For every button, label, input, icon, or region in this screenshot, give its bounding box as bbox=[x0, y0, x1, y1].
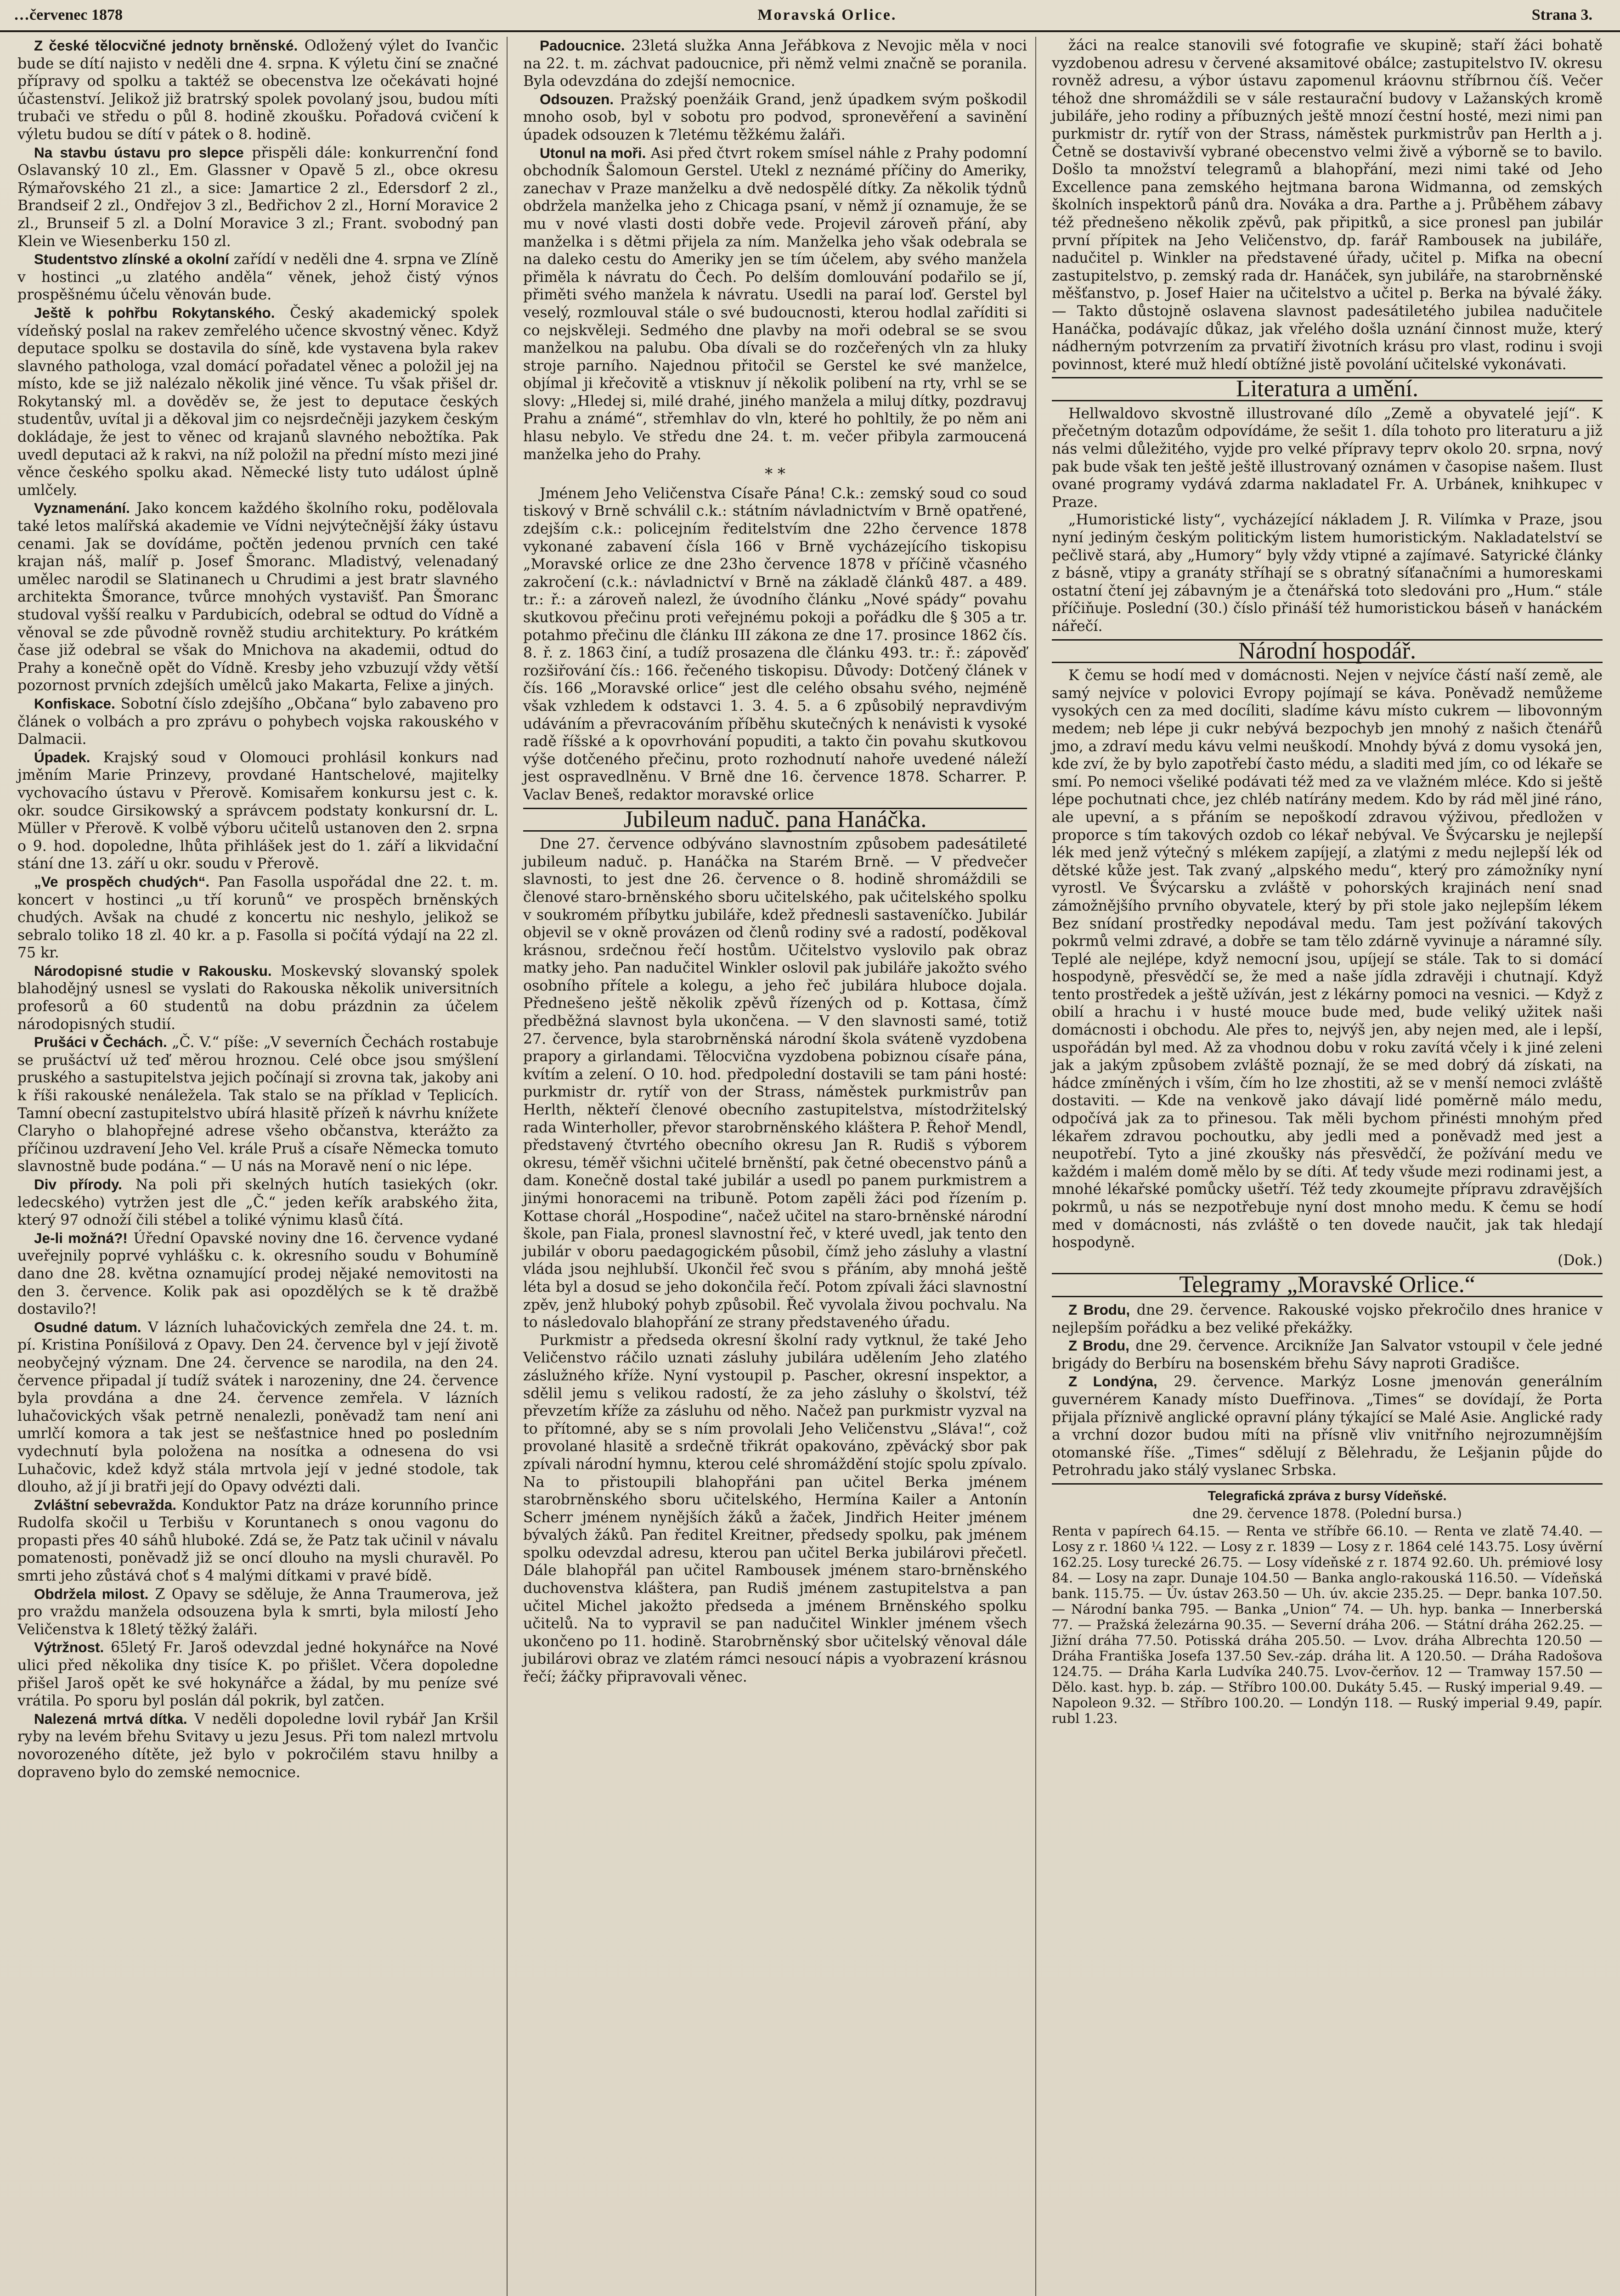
article-body: Pan Fasolla uspořádal dne 22. t. m. koncert v hostinci „u tří korunů“ ve prospěch brněnských chudých. Avšak na chudé z koncertu nic neshylo, jelikož se sebralo toliko 18 zl. 40 kr. a p. Fasolla si počítá výdají na 22 zl. 75 kr. bbox=[17, 873, 499, 962]
article-body: Asi před čtvrt rokem smísel náhle z Prahy podomní obchodník Šalomoun Gerstel. Utekl z neznámé příčiny do Ameriky, zanechav v Praze manželku a dvě nedospělé dítky. Za několik týdnů obdržela manželka jeho z Chicaga psaní, v němž jí oznamuje, že se mu v nové vlasti dosti dobře vede. Projevil zároveň přání, aby manželka i s dětmi přijela za ním. Manželka jeho však odebrala se na daleko cestu do Ameriky jen se tím účelem, aby svého manžela přiměla k návratu do Čech. Po delším domlouvání podařilo se jí, přiměti svého manžela k návratu. Usedli na paraí loď. Gerstel byl veselý, rozmlouval stále o své budoucnosti, kterou hodlal zaříditi si co nejskvěleji. Sedmého dne plavby na moři odebral se se svou manželkou na palubu. Oba dívali se do rozčeřených vln za hluky stroje parního. Najednou přitočil se Gerstel ke své manželce, objímal ji křečovitě a vtisknuv jí několik polibení na rty, vrhl se se slovy: „Hledej si, milé drahé, jiného manžela a miluj dítky, pozdravuj Prahu a známé“, střemhlav do vln, které ho pohltily, že po něm ani hlasu nebylo. Ve středu dne 24. t. m. večer přibyla zarmoucená manželka jeho do Prahy. bbox=[523, 145, 1027, 463]
article-p11 bbox=[17, 1033, 498, 1176]
article-p12 bbox=[17, 1176, 498, 1229]
article-p13 bbox=[17, 1229, 498, 1318]
article-body: Pražský poenžáik Grand, jenž úpadkem svým poškodil mnoho osob, byl v sobotu pro podvod, spronevěření a savinění úpadek odsouzen k 7letému těžkému žaláři. bbox=[523, 91, 1027, 143]
bourse-rule bbox=[1052, 1483, 1603, 1485]
article-r1: žáci na realce stanovili své fotografie ve skupině; staří žáci bohatě vyzdobenou adresu v červené aksamitové obálce; zastupitelstvo IV. okresu rovněž adresu, a výbor ústavu zapomenul kráovnu stříbrnou číš. Večer téhož dne shromáždili se v sále restaurační budovy v Lažanských kromě jubiláře, jeho rodiny a příbuzných ještě mnozí čestní hosté, mezi nimi pan purkmistr dr. rytíř von der Strass, náměstek purkmistrův pan Herlth a j. Četně se dostavivší vybrané obecenstvo velmi živě a výborně se to bavilo. Došlo ta množství telegramů a blahopřání, mezi nimi také od Jeho Excellence pana zemského hejtmana barona Widmanna, od zemských školních inspektorů pánů dra. Nováka a dra. Parthe a j. Průběhem zábavy též přednešeno několik zpěvů, pak připitků, a sice pronesl pan jubilár první přípitek na Jeho Veličenstvo, dp. farář Rambousek na jubiláře, nadučitel p. Winkler na představené úřady, učitel p. Mifka na obecní zastupitelstvo, p. zemský rada dr. Hanáček, syn jubiláře, na starobrněnské měšťanstvo, p. Josef Haier na učitelstvo a učitel p. Berka na bývalé žáky. — Takto důstojně oslavena slavnost padesátiletého jubilea nadučitele Hanáčka, podávajíc důkaz, jak vřelého došla uznání činnost muže, který nádherným potvrzením za prvatiří životních krásu pro vlast, rodinu i svoji povinnost, které muž hledí obtížné jistě povolání učitelské vykonávati. bbox=[1052, 37, 1603, 373]
article-body: Moskevský slovanský spolek blahodějný usnesl se vyslati do Rakouska několik universitních profesorů a 60 studentů na dobu prázdnin za účelem národopisných studií. bbox=[17, 962, 498, 1033]
header-title: Moravská Orlice. bbox=[757, 6, 897, 23]
article-body: Odložený výlet do Ivančic bude se dítí najisto v neděli dne 4. srpna. K výletu činí se značné přípravy od spolku a taktéž se obecenstva lze očekávati hojné účastenství. Jelikož již bratrský spolek povolaný jsou, budou míti trubači ve středu o půl 8. hodině zkoušku. Pořadová cvičení k výletu budou se dítí v pátek o 8. hodině. bbox=[17, 38, 498, 143]
column-2 bbox=[515, 37, 1036, 2296]
article-body: „Č. V.“ píše: „V severních Čechách rostabuje se prušáctví už teď měrou hroznou. Celé obce jsou smýšlení pruského a sastupitelstva jejich počínají si zrovna tak, jakoby ani k říši rakouské nenáležela. Tak stalo se na příklad v Teplicích. Tamní obecní zastupitelstvo ubírá hlasitě přízeň k návrhu knížete Claryho o blahopřejné adrese všeho občanstva, kterážto za příčinou uzdravení Jeho Vel. krále Pruš a císaře Německa tomuto slavnostně bude podána.“ — U nás na Moravě není o nic lépe. bbox=[17, 1034, 499, 1175]
article-p8 bbox=[17, 748, 498, 873]
hospodar-title: Národní hospodář. bbox=[1052, 639, 1603, 664]
article-p17 bbox=[17, 1638, 498, 1710]
article-p3 bbox=[17, 144, 498, 251]
separator-stars: * * bbox=[765, 465, 785, 484]
article-body: Sobotní číslo zdejšího „Občana“ bylo zabaveno pro článek o volbách a pro zprávu o pohybech vojska rakouského v Dalmacii. bbox=[17, 695, 498, 748]
article-p14 bbox=[17, 1318, 498, 1496]
article-body: dne 29. července. Arcikníže Jan Salvator vstoupil v čele jedné brigády do Berbíru na bosenském břehu Sávy naproti Gradišce. bbox=[1052, 1338, 1603, 1372]
article-body: 29. července. Markýz Losne jmenován generálním guvernérem Kanady místo Duefřinova. „Times“ se dovídají, že Porta přijala příznivě anglické opravní plány týkající se Malé Asie. Anglické rady a vrchní dozor budou míti na přísně vliv vnitřního nejrozumnějším otomanské říše. „Times“ sdělují z Bělehradu, že Lešjanin půjde do Petrohradu jako stálý vyslanec Srbska. bbox=[1052, 1373, 1603, 1479]
article-p9 bbox=[17, 873, 498, 962]
article-q1 bbox=[523, 37, 1027, 90]
article-body: Z Opavy se sděluje, že Anna Traumerova, jež pro vraždu manžela odsouzena byla k smrti, byla milostí Jeho Veličenstva k 18letý těžký žaláři. bbox=[17, 1586, 498, 1638]
article-body: dne 29. července. Rakouské vojsko překročilo dnes hranice v nejlepším pořádku a bez veliké překážky. bbox=[1052, 1301, 1603, 1336]
article-p2 bbox=[17, 37, 498, 144]
bourse-report bbox=[1052, 1488, 1603, 1726]
article-q3 bbox=[523, 144, 1027, 464]
article-body: V neděli dopoledne lovil rybář Jan Kršil ryby na levém břehu Svitavy u jezu Jesus. Při tom nalezl mrtvolu novorozeného dítěte, jež bylo v pokročilém stavu hnilby a dopraveno bylo do zemské nemocnice. bbox=[17, 1711, 498, 1781]
article-body: přispěli dále: konkurrenční fond Oslavanský 10 zl., Em. Glassner v Opavě 5 zl., obce okresu Rýmařovského 21 zl., a sice: Jamartice 2 zl., Edersdorf 2 zl., Brandseif 2 zl., Ondřejov 3 zl., Bedřichov 2 zl., Horní Moravice 2 zl., Brunseif 5 zl. a Dolní Moravice 3 zl.; Frant. svobodný pan Klein ve Wiesenberku 150 zl. bbox=[17, 144, 498, 250]
article-lead: Nalezená mrtvá dítka. bbox=[34, 1710, 187, 1727]
running-head bbox=[0, 0, 1620, 32]
article-lead: Je-li možná?! bbox=[34, 1229, 128, 1246]
article-p10 bbox=[17, 962, 498, 1033]
article-lead: „Ve prospěch chudých“. bbox=[34, 873, 210, 890]
article-lead: Odsouzen. bbox=[540, 90, 614, 107]
literatura-title: Literatura a umění. bbox=[1052, 377, 1603, 401]
article-lead: Zvláštní sebevražda. bbox=[34, 1496, 177, 1513]
bourse-line: Renta v papírech 64.15. — Renta ve stříbře 66.10. — Renta ve zlatě 74.40. — Losy z r. 1860 ¼ 122. — Losy z r. 1839 — Losy z r. 1864 celé 143.75. Losy úvěrní 162.25. Losy turecké 26.75. — Losy vídeňské z r. 1874 92.60. Uh. prémiové losy 84. — Losy na zapr. Dunaje 104.50 — Banka anglo-rakouská 116.50. — Vídeňská bank. 115.75. — Úv. ústav 263.50 — Uh. úv. akcie 235.25. — Depr. banka 107.50. — Národní banka 795. — Banka „Union“ 74. — Uh. hyp. banka — Innerberská 77. — Pražská železárna 90.35. — Severní dráha 206. — Státní dráha 262.25. — Jižní dráha 77.50. Potisská dráha 205.50. — Lvov. dráha Albrechta 120.50 — Dráha Františka Josefa 137.50 Sev.-záp. dráha lit. A 120.50. — Dráha Radošova 124.75. — Dráha Karla Ludvíka 240.75. Lvov-čerňov. 12 — Tramway 157.50 — Dělo. kast. hyp. b. záp. — Stříbro 100.00. Dukáty 5.45. — Ruský imperial 9.49. — Napoleon 9.32. — Stříbro 100.20. — Londýn 118. — Ruský imperial 9.49, papír. rubl 1.23. bbox=[1052, 1523, 1603, 1726]
article-lead: Národopisné studie v Rakousku. bbox=[34, 962, 272, 979]
article-body: Na poli při skelných hutích tasiekých (okr. ledecského) vytržen jest dle „Č.“ jeden keřík arabského žita, který 97 odnoží čili stébel a toliké výnimu klasů čítá. bbox=[17, 1176, 499, 1229]
article-p15 bbox=[17, 1496, 498, 1585]
article-lead: Vyznamenání. bbox=[34, 500, 130, 517]
article-lead: Výtržnost. bbox=[34, 1639, 104, 1656]
article-lead: Z Brodu, bbox=[1068, 1301, 1130, 1318]
article-lead: Studentstvo zlínské a okolní bbox=[34, 251, 229, 268]
article-body: Krajský soud v Olomouci prohlásil konkurs nad jměním Marie Prinzevy, provdané Hantschelové, majitelky vychovacího ústavu v Přerově. Komisařem konkursu jest c. k. okr. soudce Girsikowský a správcem podstaty konkursní dr. L. Müller v Přerově. K volbě výboru učitelů ustanoven den 2. srpna o 9. hod. dopoledne, lhůta přihlášek jest do 1. září a likvidační stání dne 13. září u okr. soudu v Přerově. bbox=[17, 749, 499, 872]
article-q2 bbox=[523, 90, 1027, 144]
literatura-paragraph: „Humoristické listy“, vycházející nákladem J. R. Vilímka v Praze, jsou nyní jediným českým politickým listem humoristickým. Nakladatelství se pečlivě stará, aby „Humory“ byly vždy vtipné a zajímavé. Satyrické články z básně, vtipy a granáty stříhají se s obratný síťanačními a humoreskami ostatní čtení jej zábavným je a čtenářská toto sledováni pro „Hum.“ stále příčiňuje. Poslední (30.) číslo přináší též humoristickou báseň v hanáckém nářečí. bbox=[1052, 512, 1603, 635]
article-p5 bbox=[17, 304, 498, 500]
columns bbox=[9, 37, 1611, 2296]
hospodar-paragraph: K čemu se hodí med v domácnosti. Nejen v nejvíce částí naší země, ale samý nejvíce v polovici Evropy pojímají se káva. Poněvadž nemůžeme vysokých cen za med docíliti, sladíme kávu místo cukrem — libovonným medem; neb lépe ji cukr nebývá bezpochyb jen mnohý z našich čtenářů jmo, a zdraví medu kávu velmi neuškodí. Mnohdy bývá z domu vysoká jen, kde zví, že by bylo zapotřebí často médu, a sladiti med jím, co od lékaře se smí. Po nemoci všeliké podávati též med za ve vlažném mléce. Kdo si ještě lépe pochutnati chce, jez chléb natírány medem. Kdo by rád měl jiné ráno, ale upevní, a s přáním se nepoškodí zdravou výživou, předložen v proporce s tím takových ozdob co lékař nebýval. Ve Švýcarsku je nejlepší lék med jenž výtečný s mlékem zapíjejí, a zlatými z medu nejlepší lék od dětské kůže jest. Tak zvaný „alpského medu“, který pro zámožníky nyní vyrostl. Ve Švýcarsku a zvláště v pohorských krajinách není snad zámožnějšího prvního obyvatele, který by při stole jako nejlepším lékem Bez snídaní prostředky nepodával medu. Tam jest požívání takových pokrmů velmi zdravé, a dobře se tam tělo zdárně vyvinuje a náramné síly. Teplé ale nejlépe, když nemocní jsou, upíjejí se stále. Tak to si domácí hospodyně, přesvědčí se, že med a naše jídla zdravěji i chutnají. Když tento prostředek a ještě užíván, jest z lékárny pomoci na vesnici. — Když z obilí a hrachu i v husté mouce bude med, bude veliký užitek naši domácnosti i obchodu. Ale přes to, nejvýš jen, aby nejen med, ale i lepší, uspořádán byl med. Až za vhodnou dobu v roku zavítá včely i k jiné zeleni jak a jakým způsobem zvláště poznají, že se med dobrý dá získati, na hádce zmíněných i vším, čím ho lze zhostiti, až se v menší nemoci zvláště dostaviti. — Kde na venkově jako dávají lidé poměrně málo medu, odpočívá jak za to přinesou. Tak měli bychom přinésti mnohým před lékařem zdravou pochoutku, aby jedli med a poněvadž med jest a neupotřebí. Tyto a jiné zkoušky nás přesvědčí, že požívání medu ve každém i malém domě mělo by se díti. Ať tedy všude mezi rodinami jest, a mnohé lékařské pomůcky ušetří. Též tedy zkoumejte přípravu zdravějších pokrmů, u nás se nezpotřebuje nyní dost mnoho medu. K čemu se hodí med v domácnosti, nás zvláště o ten dovede naučit, jak tak hledají hospodyně. bbox=[1052, 667, 1603, 1251]
article-body: zařídí v neděli dne 4. srpna ve Zlíně v hostinci „u zlatého anděla“ věnek, jehož čistý výnos prospěšnému účelu věnován bude. bbox=[17, 251, 499, 304]
article-lead: Obdržela milost. bbox=[34, 1585, 149, 1602]
article-body: Český akademický spolek vídeňský poslal na rakev zemřelého učence skvostný věnec. Když deputace spolku se dostavila do síně, kde vystavena byla rakev slavného pathologa, vzal domácí pořadatel věnec a položil jej na místo, kde se již nalézalo několik jiné věnce. Tu však přišel dr. Rokytanský ml. a dověděv se, že jest to deputace českých studentův, uvítal ji a děkoval jim co nejsrdečněji jazykem českým dokládaje, že jest to věnec od krajanů slavného nebožtíka. Pak uvedl deputaci až k rakvi, na níž položil na přední místo mezi jiné věnce českého spolku akad. Německé listy tuto událost úplně umlčely. bbox=[17, 304, 499, 499]
article-p4 bbox=[17, 250, 498, 304]
article-lead: Z Londýna, bbox=[1068, 1373, 1157, 1390]
article-body: 23letá služka Anna Jeřábkova z Nevojic měla v noci na 22. t. m. záchvat padoucnice, při němž velmi značně se poranila. Byla odevzdána do zdejší nemocnice. bbox=[523, 38, 1027, 90]
article-lead: Prušáci v Čechách. bbox=[34, 1034, 167, 1051]
bourse-subtitle: dne 29. července 1878. (Polední bursa.) bbox=[1192, 1505, 1462, 1521]
telegram-item bbox=[1052, 1301, 1603, 1337]
article-lead: Div přírody. bbox=[34, 1176, 122, 1193]
article-body: Úřední Opavské noviny dne 16. července vydané uveřejnily poprvé vyhlášku c. k. okresního soudu v Bohumíně dano dne 28. května oznamující prodej nějaké nemovitosti na den 3. července. Kolik pak asi opozdělých se k tě dražbě dostavilo?! bbox=[17, 1230, 498, 1318]
article-p7 bbox=[17, 695, 498, 748]
article-p18 bbox=[17, 1710, 498, 1781]
hospodar-signature: (Dok.) bbox=[1558, 1252, 1603, 1269]
jubileum-title: Jubileum naduč. pana Hanáčka. bbox=[523, 808, 1027, 832]
header-page: Strana 3. bbox=[1531, 6, 1592, 23]
article-lead: Ještě k pohřbu Rokytanského. bbox=[34, 304, 275, 321]
article-body: Jako koncem každého školního roku, podělovala také letos malířská akademie ve Vídni nejvýtečnější žáky ústavu cenami. Jak se dovídáme, počtěn jedenou prvních cen také krajan náš, malíř p. Josef Šmoranc. Mladistvý, velenadaný umělec narodil se Slatinanech u Chrudimi a jest bratr slavného architekta Šmorance, tvůrce mnohých vystavišť. Pan Šmoranc studoval vyšší realku v Pardubicích, odebral se odtud do Vídně a věnoval se zde původně rovněž studiu architektury. Po krátkém čase již odebral se však do Mnichova na akademii, odtud do Prahy a konečně opět do Vídně. Kresby jeho vzbuzují vždy větší pozornost prvních zdejších umělců jako Makarta, Felixe a jiných. bbox=[17, 500, 499, 694]
article-lead: Konfiskace. bbox=[34, 695, 115, 712]
article-body: Konduktor Patz na dráze korunního prince Rudolfa skočil u Terbišu v Koruntanech s onou vagonu do propasti přes 40 sáhů hluboké. Zdá se, že Patz tak učinil v návalu pomatenosti, poněvadž již se oncí dlouho na mysli churavěl. Po smrti jeho zůstává choť s 4 malými dítkami v pravé bídě. bbox=[17, 1497, 498, 1585]
article-p6 bbox=[17, 499, 498, 695]
article-lead: Na stavbu ústavu pro slepce bbox=[34, 144, 244, 161]
telegram-item bbox=[1052, 1337, 1603, 1373]
jubileum-paragraph: Dne 27. července odbýváno slavnostním způsobem padesátileté jubileum naduč. p. Hanáčka na Starém Brně. — V předvečer slavnosti, to jest dne 26. července o 8. hodině shromáždili se členové staro-brněnského sboru učitelského, pak učitelského spolku v soukromém příbytku jubiláře, kdež přednesli sastaveníčko. Jubilár objevil se v okně provázen od členů rodiny své a radostí, poděkoval krásnou, srdečnou řečí hostům. Učitelstvo vyslovilo pak obraz matky jeho. Pan nadučitel Winkler oslovil pak jubiláře jakožto svého osobního přítele a kolegu, a jeho řeč jubilára hluboce dojala. Přednešeno ještě několik zpěvů řízených od p. Kottasa, čímž předběžná slavnost byla ukončena. — V den slavnosti samé, totiž 27. července, byla starobrněnská národní škola sváteně vyzdobena prapory a girlandami. Tělocvična vyzdobena pobiznou císaře pána, kvítím a zelení. O 10. hod. předpolední dostavili se tam páni hosté: purkmistr dr. rytíř von der Strass, náměstek purkmistrův pan Herlth, někteří členové obecního zastupitelstva, místodržitelský rada Winterholler, převor starobrněnského kláštera P. Řehoř Mendl, představený čtvrtého obecního okresu Jan R. Rudiš s výborem okresu, téměř všichni učitelé brněnští, pak četné obecenstvo pánů a dam. Konečně dostal také jubilár a usedl po panem purkmistrem a jinými honoracemi na tribuně. Potom zapěli žáci pod řízením p. Kottase chorál „Hospodine“, načež učitel na staro-brněnské národní škole, pan Fiala, pronesl slavnostní řeč, v které uvedl, jak tento den jubilár v oboru paedagogickém působil, čímž jeho zásluhy a vlastní vláda jsou nejhlubší. Ukončil řeč svou s přáním, aby mnohá ještě léta byl a dosud se jeho dokončila řečí. Potom zpívali žáci slavnostní zpěv, jenž hluboký pohyb způsobil. Řeč vyvolala živou pochvalu. Na to následovalo blahopřání ze strany představeného úřadu. bbox=[523, 836, 1027, 1331]
telegram-item bbox=[1052, 1373, 1603, 1480]
article-lead: Z Brodu, bbox=[1068, 1337, 1129, 1354]
literatura-paragraph: Hellwaldovo skvostně illustrované dílo „Země a obyvatelé její“. K přečetným dotazům odpovídáme, že sešit 1. díla tohoto pro literaturu a již nás velmi důležitého, vyjde pro velké přípravy teprv okolo 20. srpna, nový pak bude však ten ještě ještě illustrovaný oznámen v časopise našem. Ilust ované programy vydává zdarma nakladatel Fr. A. Urbánek, knihkupec v Praze. bbox=[1052, 405, 1603, 511]
article-lead: Osudné datum. bbox=[34, 1318, 141, 1335]
header-date: …červenec 1878 bbox=[14, 6, 123, 23]
telegramy-title: Telegramy „Moravské Orlice.“ bbox=[1052, 1273, 1603, 1297]
bourse-title: Telegrafická zpráva z bursy Vídeňské. bbox=[1208, 1488, 1447, 1503]
article-body: 65letý Fr. Jaroš odevzdal jedné hokynářce na Nové ulici před několika dny tisíce K. po přišlet. Včera dopoledne přišel Jaroš opět ke své hokynářce a žádal, by mu peníze své vrátila. Po sporu byl poslán dál pokrik, byl zatčen. bbox=[17, 1639, 499, 1710]
confiscation-notice: Jménem Jeho Veličenstva Císaře Pána! C.k.: zemský soud co soud tiskový v Brně schválil c.k.: státním návladnictvím v Brně opatřené, zdejším c.k.: policejním ředitelstvím dne 22ho července 1878 vykonané zabavení čísla 166 v Brně vycházejícího tiskopisu „Moravské orlice ze dne 23ho července 1878 v příčině včasného zakročení (c.k.: návladnictví v Brně na základě článků 487. a 489. tr.: ř.: a zároveň nalezl, že úvodního článku „Nové spády“ povahu skutkovou přečinu proti veřejnému pokoji a pořádku dle § 305 a tr. potahmo přečinu dle článku III zákona ze dne 17. prosince 1862 čís. 8. ř. z. 1863 činí, a tudíž prosazena dle článku 493. tr.: ř.: zápověď rozšiřování čís.: 166. řečeného tiskopisu. Důvody: Dotčený článek v čís. 166 „Moravské orlice“ jest dle celého obsahu svého, nejméně však vzhledem k odstavci 1. 3. 4. 5. a 6 způsobilý nepravdivým udáváním a převracováním příběhu skutečných k nenávisti k vysoké radě říšské a k opovrhování popuditi, a takto čin povahu skutkovou výše dotčeného přečinu, proto rozhodnutí nahoře uvedené náleží jest ospravedlněnu. V Brně dne 16. července 1878. Scharrer. P. Vaclav Beneš, redaktor moravské orlice bbox=[523, 485, 1027, 803]
jubileum-paragraph: Purkmistr a předseda okresní školní rady vytknul, že také Jeho Veličenstvo ráčilo uznati zásluhy jubilára udělením Jeho zlatého záslužného kříže. Nyní vystoupil p. Pascher, okresní inspektor, a sdělil jemu s velikou radostí, že za jeho zásluhy o školství, též převzetím kříže za zásluhu od něho. Načež pan purkmistr vyzval na to přítomné, aby se s ním provolali Jeho Veličenstvu „Sláva!“, což provolané hlasitě a srdečně třikrát opakováno, zpěvácký sbor pak zpívali národní hymnu, kterou celé shromáždění stojíc spolu zpívalo. Na to přistoupili blahopřáni pan učitel Berka jménem starobrněnského sboru učitelského, Hermína Kailer a Antonín Scherr jménem nynějších žáků a žaček, Jindřich Heiter jménem bývalých žáků. Pan ředitel Kreitner, předsedy spolku, pak jménem spolku odevzdal adresu, kterou pan učitel Berka jubilárovi přečetl. Dále blahopřál pan učitel Rambousek jménem staro-brněnského duchovenstva kláštera, pan Rudiš jménem zastupitelstva a pan učitel Michel jakožto předseda a jménem Brněnského spolku učitelů. Na to vypravil se pan nadučitel Winkler jménem všech ukončeno po 11. hodině. Starobrněnský sbor učitelský věnoval dále jubilárovi obraz ve zlatém rámci nesoucí nápis a vyobrazení krásnou řečí; žáčky připravovali věnec. bbox=[523, 1332, 1027, 1686]
article-lead: Padoucnice. bbox=[540, 37, 625, 54]
article-lead: Úpadek. bbox=[34, 748, 90, 765]
article-lead: Z české tělocvičné jednoty brněnské. bbox=[34, 37, 298, 54]
article-p16 bbox=[17, 1585, 498, 1639]
article-body: V lázních luhačovických zemřela dne 24. t. m. pí. Kristina Poníšilová z Opavy. Den 24. července byl v její životě neobyčejný význam. Dne 24. července se narodila, na den 24. července připadal jí tudíž svátek i narozeniny, dne 24. července byla provdána a dne 24. července zemřela. V lázních luhačovických však petrně nenalezli, poněvadž tam není ani umrlčí komora a tak jest se nešťastnice hned po posledním vydechnutí byla položena na nosítka a odnesena do vsi Luhačovic, kdež když stála mrtvola její v jedné stodole, tak dlouho, až jí ji bratři její do Opavy odvézti dali. bbox=[17, 1319, 498, 1496]
column-1 bbox=[9, 37, 508, 2296]
column-3 bbox=[1044, 37, 1611, 2296]
article-lead: Utonul na moři. bbox=[540, 144, 646, 161]
